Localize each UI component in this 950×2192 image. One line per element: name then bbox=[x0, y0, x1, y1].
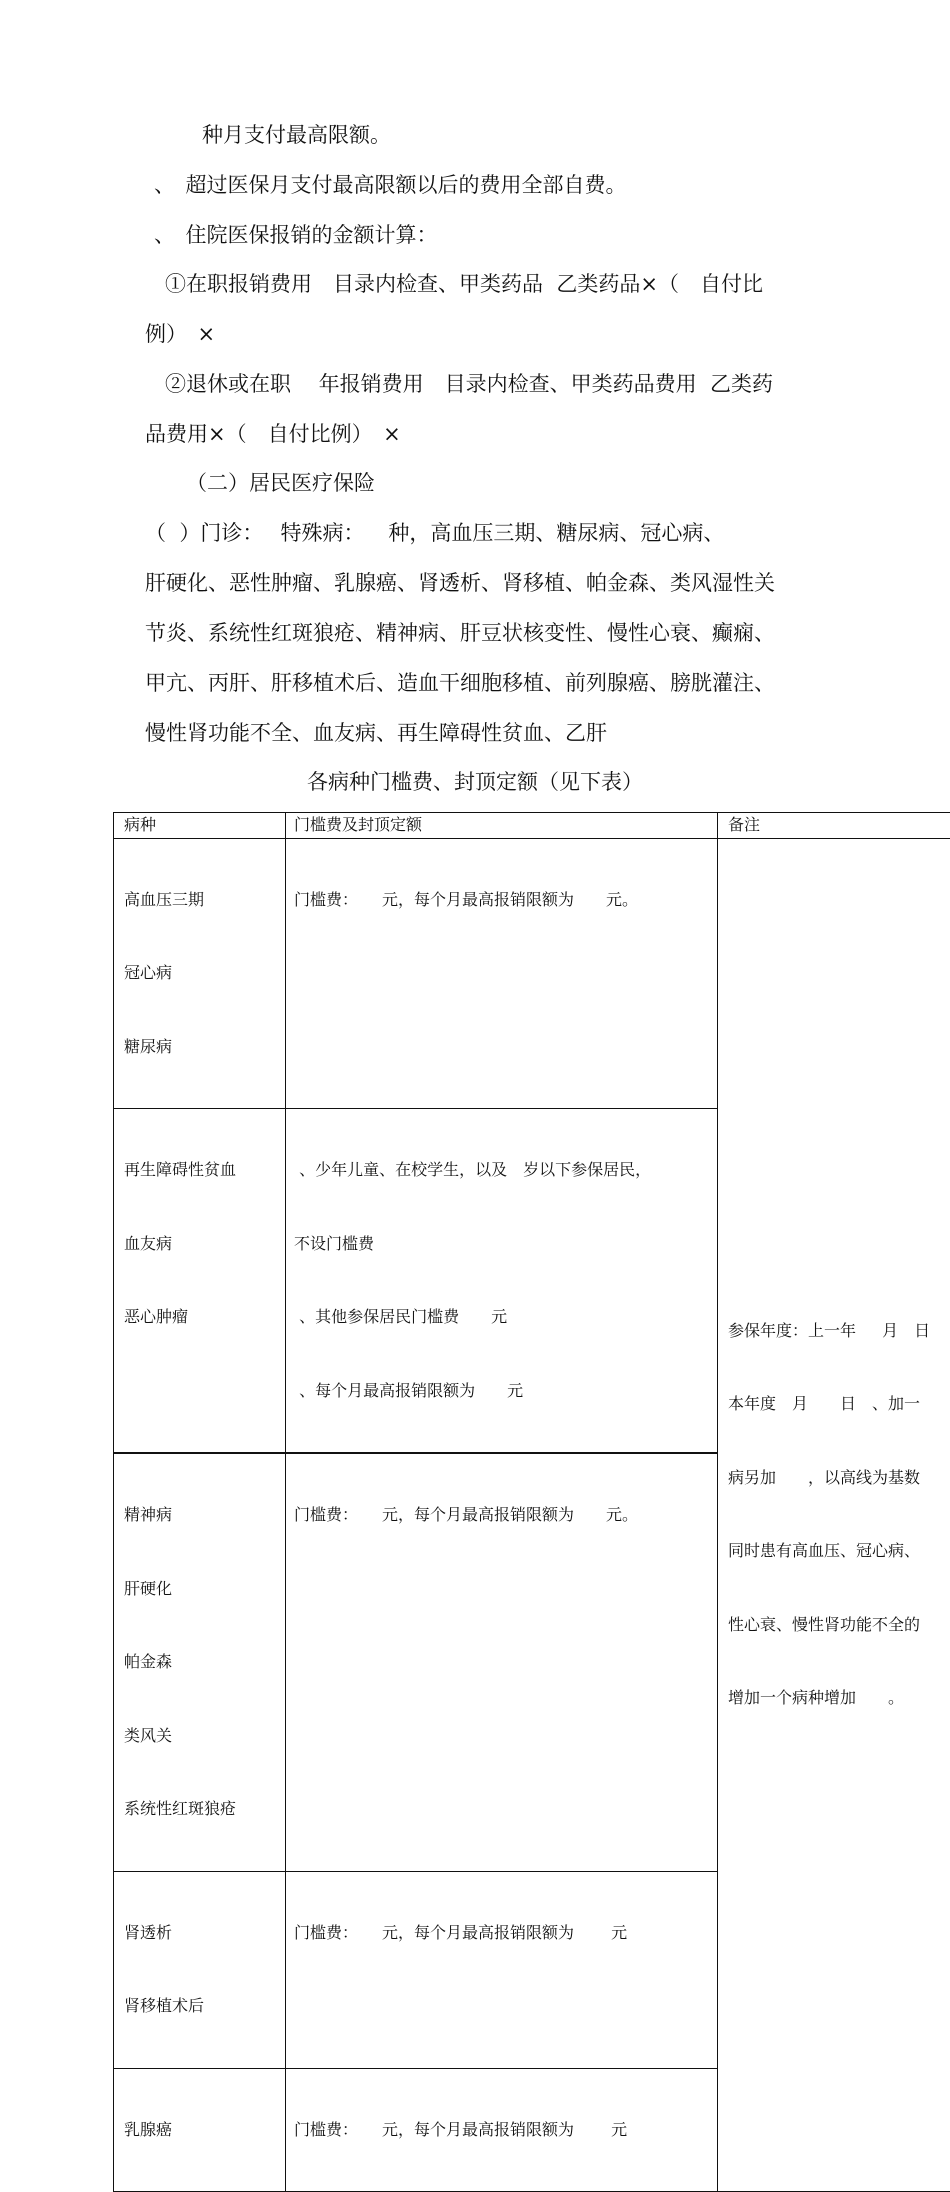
disease-name: 类风关 bbox=[124, 1724, 285, 1749]
remark-cell bbox=[718, 838, 950, 2192]
paragraph-line: 慢性肾功能不全、血友病、再生障碍性贫血、乙肝 bbox=[145, 719, 607, 747]
paragraph-line: （ ）门诊： 特殊病： 种，高血压三期、糖尿病、冠心病、 bbox=[145, 519, 724, 547]
disease-cell bbox=[114, 1453, 286, 1871]
header-fee: 门槛费及封顶定额 bbox=[286, 813, 718, 839]
remark-line: 性心衰、慢性肾功能不全的 bbox=[728, 1613, 950, 1638]
fee-text: 、每个月最高报销限额为 元 bbox=[294, 1379, 717, 1404]
remark-line: 增加一个病种增加 。 bbox=[728, 1686, 950, 1711]
paragraph-line: 例） × bbox=[145, 320, 215, 348]
disease-name: 糖尿病 bbox=[124, 1035, 285, 1060]
fee-text: 、少年儿童、在校学生，以及 岁以下参保居民， bbox=[294, 1158, 717, 1183]
fee-text: 门槛费： 元，每个月最高报销限额为 元。 bbox=[294, 888, 717, 913]
remark-line: 同时患有高血压、冠心病、 bbox=[728, 1539, 950, 1564]
fee-cell bbox=[286, 1871, 718, 2068]
paragraph-line: ②退休或在职 年报销费用 目录内检查、甲类药品费用 乙类药 bbox=[165, 370, 773, 398]
disease-name: 肾移植术后 bbox=[124, 1994, 285, 2019]
disease-name: 冠心病 bbox=[124, 961, 285, 986]
paragraph-line: 肝硬化、恶性肿瘤、乳腺癌、肾透析、肾移植、帕金森、类风湿性关 bbox=[145, 569, 775, 597]
fee-cell bbox=[286, 2068, 718, 2192]
fee-text: 不设门槛费 bbox=[294, 1232, 717, 1257]
disease-name: 乳腺癌 bbox=[124, 2118, 285, 2143]
remark-line: 病另加 ，以高线为基数 bbox=[728, 1466, 950, 1491]
table-title: 各病种门槛费、封顶定额（见下表） bbox=[0, 768, 950, 796]
paragraph-line: 甲亢、丙肝、肝移植术后、造血干细胞移植、前列腺癌、膀胱灌注、 bbox=[145, 669, 775, 697]
fee-cell bbox=[286, 1109, 718, 1454]
paragraph-line: ①在职报销费用 目录内检查、甲类药品 乙类药品×（ 自付比 bbox=[165, 270, 763, 298]
fee-text: 门槛费： 元，每个月最高报销限额为 元 bbox=[294, 1921, 717, 1946]
disease-name: 系统性红斑狼疮 bbox=[124, 1797, 285, 1822]
fee-cell bbox=[286, 838, 718, 1109]
disease-cell bbox=[114, 1871, 286, 2068]
paragraph-line: 节炎、系统性红斑狼疮、精神病、肝豆状核变性、慢性心衰、癫痫、 bbox=[145, 619, 775, 647]
paragraph-line: 种月支付最高限额。 bbox=[202, 121, 391, 149]
disease-cell bbox=[114, 1109, 286, 1454]
disease-name: 高血压三期 bbox=[124, 888, 285, 913]
header-disease: 病种 bbox=[114, 813, 286, 839]
fee-text: 门槛费： 元，每个月最高报销限额为 元 bbox=[294, 2118, 717, 2143]
paragraph-line: 、 超过医保月支付最高限额以后的费用全部自费。 bbox=[154, 171, 627, 199]
fee-table bbox=[113, 812, 950, 2192]
remark-line: 参保年度：上一年 月 日 bbox=[728, 1319, 950, 1344]
disease-name: 帕金森 bbox=[124, 1650, 285, 1675]
disease-name: 血友病 bbox=[124, 1232, 285, 1257]
remark-line: 本年度 月 日 、加一 bbox=[728, 1392, 950, 1417]
disease-name: 再生障碍性贫血 bbox=[124, 1158, 285, 1183]
disease-name: 肾透析 bbox=[124, 1921, 285, 1946]
fee-text: 门槛费： 元，每个月最高报销限额为 元。 bbox=[294, 1503, 717, 1528]
disease-name: 恶心肿瘤 bbox=[124, 1305, 285, 1330]
table-header-row bbox=[114, 813, 950, 839]
header-remark: 备注 bbox=[718, 813, 950, 839]
disease-cell bbox=[114, 2068, 286, 2192]
disease-name: 精神病 bbox=[124, 1503, 285, 1528]
paragraph-line: 、 住院医保报销的金额计算： bbox=[154, 221, 438, 249]
fee-text: 、其他参保居民门槛费 元 bbox=[294, 1305, 717, 1330]
fee-cell bbox=[286, 1453, 718, 1871]
paragraph-line: 品费用×（ 自付比例） × bbox=[145, 420, 401, 448]
disease-name: 肝硬化 bbox=[124, 1577, 285, 1602]
section-heading: （二）居民医疗保险 bbox=[186, 469, 375, 497]
disease-cell bbox=[114, 838, 286, 1109]
table-row bbox=[114, 838, 950, 1109]
